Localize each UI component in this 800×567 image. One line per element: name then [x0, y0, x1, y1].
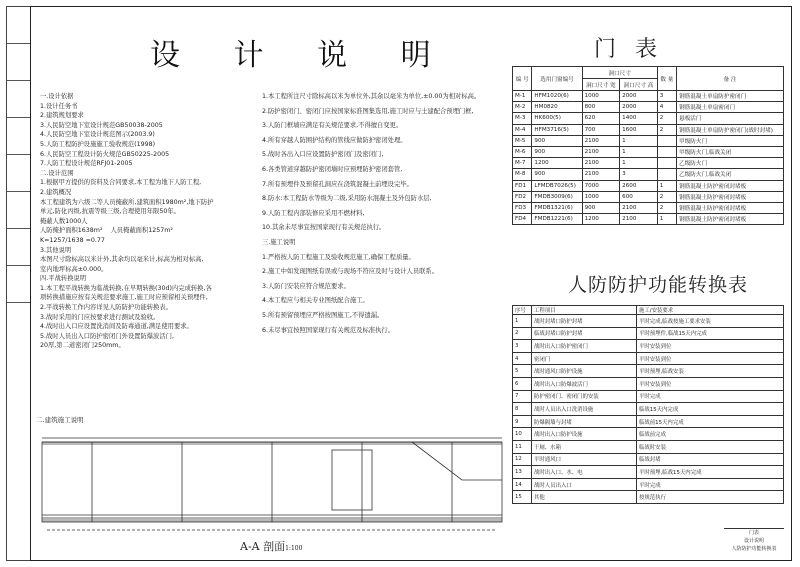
door-cell: 900 [582, 202, 620, 213]
note-line: 5.人防工程防护设施施工验收规范(1998) [40, 140, 156, 148]
door-cell: M-8 [513, 169, 532, 180]
conversion-cell: 战时出入口防护密闭门 [532, 340, 637, 353]
door-cell: 乙级防火门,临战关闭 [677, 169, 784, 180]
note-line: 二.设计范围 [40, 169, 74, 177]
door-header-height: 洞口尺寸 高 [620, 79, 658, 91]
note-line: 1.根据甲方提供的资料及合同要求,本工程为地下人防工程, [40, 179, 202, 187]
door-cell: 800 [582, 102, 620, 113]
conversion-cell: 战时人员出入口 [532, 478, 637, 491]
door-cell: 1400 [620, 113, 658, 124]
note-line: 6.人民防空工程设计防火规范GB50225-2005 [40, 150, 170, 158]
conversion-row [513, 390, 784, 403]
conversion-cell: 10 [513, 428, 532, 441]
section-title [240, 538, 302, 554]
conversion-cell: 平时完成 [637, 390, 784, 403]
conv-header-no: 序号 [513, 306, 532, 315]
conversion-row [513, 428, 784, 441]
door-header-note: 备 注 [677, 67, 784, 91]
conversion-cell: 11 [513, 440, 532, 453]
note-line: 本图尺寸除标高以米计外,其余均以毫米计,标高为相对标高, [40, 256, 204, 264]
door-cell: FD4 [513, 214, 532, 225]
design-notes-title: 设 计 说 明 [150, 38, 453, 73]
conversion-row [513, 415, 784, 428]
design-notes-middle-column [262, 92, 502, 340]
door-cell: 2 [657, 113, 676, 124]
conversion-row [513, 340, 784, 353]
conv-header-item: 工程项目 [532, 306, 637, 315]
note-line: 4.本工程应与相关专业图纸配合施工。 [262, 297, 369, 305]
conversion-cell: 战时出入口、水、电 [532, 466, 637, 479]
door-header-no: 编 号 [513, 67, 532, 91]
door-cell: 1000 [582, 91, 620, 102]
door-cell: 2000 [620, 91, 658, 102]
door-cell: 2000 [620, 102, 658, 113]
section-title-text: A-A 剖面 [240, 540, 286, 553]
conversion-cell: 战时封堵口防护封堵 [532, 315, 637, 328]
door-cell: FMDB1321(6) [532, 202, 582, 213]
note-line: 8.防水:本工程防水等级为二级,采用防水混凝土及外包防水层, [262, 195, 432, 203]
stamp-line-3: 人防防护功能转换表 [731, 546, 777, 552]
door-cell: M-2 [513, 102, 532, 113]
stair-core [332, 450, 372, 510]
conversion-cell: 临战时安装 [637, 440, 784, 453]
door-cell: 1200 [532, 158, 582, 169]
door-cell: 钢筋混凝土单扇防护密闭门 [677, 91, 784, 102]
door-row [513, 113, 784, 124]
door-cell: 1 [620, 158, 658, 169]
conversion-cell: 3 [513, 340, 532, 353]
note-line: 1.设计任务书 [40, 102, 78, 110]
door-cell [657, 169, 676, 180]
note-line: 2.建筑概况 [40, 188, 72, 196]
conversion-row [513, 327, 784, 340]
door-cell: M-5 [513, 135, 532, 146]
conv-header-requirement: 施工/安装要求 [637, 306, 784, 315]
conversion-cell: 平时完成 [637, 478, 784, 491]
door-cell: 3 [657, 91, 676, 102]
conversion-row [513, 377, 784, 390]
door-cell: 2100 [582, 135, 620, 146]
conversion-cell: 平时完成,临战按施工要求安装 [637, 315, 784, 328]
conversion-cell: 1 [513, 315, 532, 328]
conversion-cell: 9 [513, 415, 532, 428]
conversion-cell: 2 [513, 327, 532, 340]
door-row [513, 102, 784, 113]
note-line: 掩蔽人数1000人 [40, 217, 88, 225]
note-line: 5.战时人员出入口防护密闭门外设置防爆波活门, [40, 332, 174, 340]
note-line: 7.人防工程设计规范RFJ01-2005 [40, 160, 133, 168]
conversion-cell: 6 [513, 377, 532, 390]
note-line: 7.所有预埋件及预留孔洞应在浇筑混凝土前埋设完毕。 [262, 180, 413, 188]
note-line: 1.本工程所注尺寸除标高以米为单位外,其余以毫米为单位,±0.00为相对标高。 [262, 93, 481, 100]
note-line: 一.设计依据 [40, 93, 74, 100]
conversion-cell: 7 [513, 390, 532, 403]
note-line: 人防掩护面积1638m² 人员掩蔽面积1257m² [40, 227, 173, 235]
conversion-cell: 临战封堵口防护封堵 [532, 327, 637, 340]
note-line: 四.平战转换说明 [40, 275, 87, 283]
note-line: 2.施工中如发现图纸有误或与现场不符应及时与设计人员联系。 [262, 268, 439, 276]
conversion-cell: 按规范执行 [637, 491, 784, 504]
door-cell: M-1 [513, 91, 532, 102]
door-cell: M-3 [513, 113, 532, 124]
note-line: 2.防护密闭门、密闭门应按国家标准图集选用,施工时应与土建配合预埋门框, [262, 107, 474, 115]
door-cell [657, 158, 676, 169]
conversion-cell: 战时通风口防护设施 [532, 365, 637, 378]
door-row [513, 180, 784, 191]
door-header-model: 选用门窗编号 [532, 67, 582, 91]
note-line: 6.未尽事宜按照国家现行有关规范及标准执行。 [262, 326, 394, 334]
door-row [513, 158, 784, 169]
door-cell: 2100 [582, 158, 620, 169]
conversion-cell: 14 [513, 478, 532, 491]
door-cell: 2100 [582, 169, 620, 180]
door-header-opening: 洞口尺寸 [582, 67, 657, 79]
door-cell: 3 [620, 169, 658, 180]
note-line: 5.所有预留预埋应严格按图施工,不得遗漏。 [262, 311, 384, 319]
conversion-cell: 12 [513, 453, 532, 466]
door-cell: 700 [582, 124, 620, 135]
note-line: 3.人防门框墙应满足有关规范要求,不得擅自变更。 [262, 122, 403, 130]
conversion-cell: 其他 [532, 491, 637, 504]
door-cell: 钢筋混凝土单扇防护密闭门(战时封堵) [677, 124, 784, 135]
door-cell: 620 [582, 113, 620, 124]
conversion-cell: 干厕、水箱 [532, 440, 637, 453]
conversion-cell: 平时通风口 [532, 453, 637, 466]
note-line: 本工程建筑为六级二等人员掩蔽所,建筑面积1980m²,地下防护 [40, 198, 214, 206]
door-cell: 1000 [582, 191, 620, 202]
door-cell: 钢筋混凝土单扇密闭门 [677, 102, 784, 113]
door-row [513, 214, 784, 225]
door-cell [657, 146, 676, 157]
conversion-cell: 临战15天内完成 [637, 403, 784, 416]
door-cell: FD1 [513, 180, 532, 191]
door-cell: 900 [532, 146, 582, 157]
stamp-line-1: 门表 [748, 530, 759, 536]
section-structure-label: 二.建筑施工说明 [36, 416, 84, 424]
conversion-cell: 平时预埋,临战15天内完成 [637, 466, 784, 479]
door-cell: 2100 [620, 214, 658, 225]
conversion-cell: 4 [513, 352, 532, 365]
door-cell: HFM3716(5) [532, 124, 582, 135]
title-block-stamp [724, 528, 784, 559]
conversion-row [513, 352, 784, 365]
stamp-line-2: 设计说明 [743, 538, 764, 544]
note-line: 三.施工说明 [262, 238, 296, 246]
door-cell: 2100 [620, 202, 658, 213]
door-cell [657, 135, 676, 146]
conversion-cell: 战时出入口防爆波活门 [532, 377, 637, 390]
door-cell: 2100 [582, 146, 620, 157]
door-cell: 悬板活门 [677, 113, 784, 124]
conversion-row [513, 365, 784, 378]
note-line: 4.人民防空地下室设计规范图示(2003.9) [40, 131, 155, 139]
door-cell: M-6 [513, 146, 532, 157]
note-line: 9.人防工程内部装修应采用不燃材料, [262, 209, 365, 217]
note-line: K=1257/1638 =0.77 [40, 236, 105, 244]
door-cell: M-4 [513, 124, 532, 135]
conversion-cell: 8 [513, 403, 532, 416]
conversion-cell: 平时预埋件,临战15天内完成 [637, 327, 784, 340]
binding-strip [6, 6, 30, 561]
door-cell: 甲级防火门 [677, 135, 784, 146]
door-row [513, 91, 784, 102]
conversion-cell: 战时人员出入口洗消设施 [532, 403, 637, 416]
note-line: 5.战时各出入口应设置防护密闭门及密闭门, [262, 151, 384, 159]
note-line: 3.人防门安装应符合规范要求。 [262, 282, 350, 290]
conversion-cell: 5 [513, 365, 532, 378]
door-cell: 1 [657, 180, 676, 191]
door-cell: 1 [620, 135, 658, 146]
door-cell: LFMDB7026(5) [532, 180, 582, 191]
note-line: 2.建筑规划要求 [40, 112, 84, 120]
section-drawing [32, 420, 512, 540]
door-cell: FD3 [513, 202, 532, 213]
note-line: 10.其余未尽事宜按国家现行有关规范执行。 [262, 224, 386, 232]
note-line: 3.其他说明 [40, 246, 72, 254]
conversion-cell: 15 [513, 491, 532, 504]
ramp-line [412, 442, 502, 480]
door-table-title: 门 表 [594, 37, 663, 62]
door-cell: 900 [532, 135, 582, 146]
door-cell: 600 [620, 191, 658, 202]
door-cell: 2600 [620, 180, 658, 191]
conversion-cell: 临战前完成 [637, 428, 784, 441]
conversion-cell: 临战前15天内完成 [637, 415, 784, 428]
door-cell: 甲级防火门,临战关闭 [677, 146, 784, 157]
section-scale: 1:100 [285, 545, 303, 552]
door-cell: 4 [657, 102, 676, 113]
note-line: 4.战时出入口应设置洗消间及防毒通道,满足使用要求。 [40, 323, 193, 331]
note-line: 1.本工程平战转换为临战转换,在早期转换(30d)内完成转换,各 [40, 284, 212, 292]
door-cell: 1 [620, 146, 658, 157]
conversion-cell: 平时预埋,临战安装 [637, 365, 784, 378]
note-line: 3.战时采用的门应按要求进行测试及验收。 [40, 313, 160, 321]
door-cell: HFM1020(6) [532, 91, 582, 102]
door-cell: 钢筋混凝土防护密闭封堵板 [677, 214, 784, 225]
door-cell: 1600 [620, 124, 658, 135]
conversion-cell: 临战封堵 [637, 453, 784, 466]
door-row [513, 124, 784, 135]
door-cell: 钢筋混凝土防护密闭封堵板 [677, 202, 784, 213]
note-line: 单元,防化丙级,抗震等级三级,合理使用年限50年。 [40, 208, 180, 216]
door-cell: 2 [657, 124, 676, 135]
door-cell: 900 [532, 169, 582, 180]
door-row [513, 135, 784, 146]
note-line: 2.平战转换工作内容详见人防防护功能转换表。 [40, 304, 172, 312]
conversion-row [513, 466, 784, 479]
conversion-cell: 防护密闭门、密闭门的安装 [532, 390, 637, 403]
note-line: 6.各类管道穿越防护密闭墙时应预埋防护密闭套管, [262, 165, 403, 173]
door-cell: 7000 [582, 180, 620, 191]
door-cell: FMDB1221(6) [532, 214, 582, 225]
conversion-row [513, 315, 784, 328]
door-header-qty: 数 量 [657, 67, 676, 91]
door-cell: M-7 [513, 158, 532, 169]
door-row [513, 169, 784, 180]
conversion-table [512, 305, 784, 504]
note-line: 项转换措施应按有关规范要求施工,施工时应预留相关预埋件, [40, 294, 208, 302]
conversion-row [513, 453, 784, 466]
note-line: 1.严格按人防工程施工及验收规范施工,确保工程质量。 [262, 253, 415, 261]
door-cell: HM0820 [532, 102, 582, 113]
door-cell: 乙级防火门 [677, 158, 784, 169]
conversion-row [513, 491, 784, 504]
note-line: 3.人民防空地下室设计规范GB50038-2005 [40, 121, 163, 129]
conversion-cell: 密闭门 [532, 352, 637, 365]
conversion-table-title: 人防防护功能转换表 [568, 274, 749, 296]
conversion-row [513, 440, 784, 453]
conversion-cell: 战时出入口防护设施 [532, 428, 637, 441]
note-line: 室内地坪标高±0.000。 [40, 265, 108, 273]
conversion-row [513, 403, 784, 416]
door-row [513, 202, 784, 213]
door-cell: 钢筋混凝土防护密闭封堵板 [677, 191, 784, 202]
note-line: 20厚,第二道密闭门250mm。 [40, 342, 125, 350]
door-cell: 2 [657, 191, 676, 202]
door-cell: FD2 [513, 191, 532, 202]
door-cell: 2 [657, 202, 676, 213]
door-cell: 钢筋混凝土防护密闭封堵板 [677, 180, 784, 191]
conversion-cell: 平时安装到位 [637, 340, 784, 353]
door-row [513, 146, 784, 157]
conversion-cell: 平时安装到位 [637, 377, 784, 390]
conversion-cell: 13 [513, 466, 532, 479]
door-header-width: 洞口尺寸 宽 [582, 79, 620, 91]
door-row [513, 191, 784, 202]
conversion-cell: 防爆隔墙与封堵 [532, 415, 637, 428]
door-table [512, 66, 784, 225]
conversion-cell: 平时安装到位 [637, 352, 784, 365]
note-line: 4.所有穿越人防围护结构的管线应做防护密闭处理。 [262, 136, 407, 144]
door-cell: HK600(5) [532, 113, 582, 124]
door-cell: 1200 [582, 214, 620, 225]
design-notes-left-column [40, 92, 258, 351]
conversion-row [513, 478, 784, 491]
door-cell: 1 [657, 214, 676, 225]
door-cell: FMDB3009(6) [532, 191, 582, 202]
